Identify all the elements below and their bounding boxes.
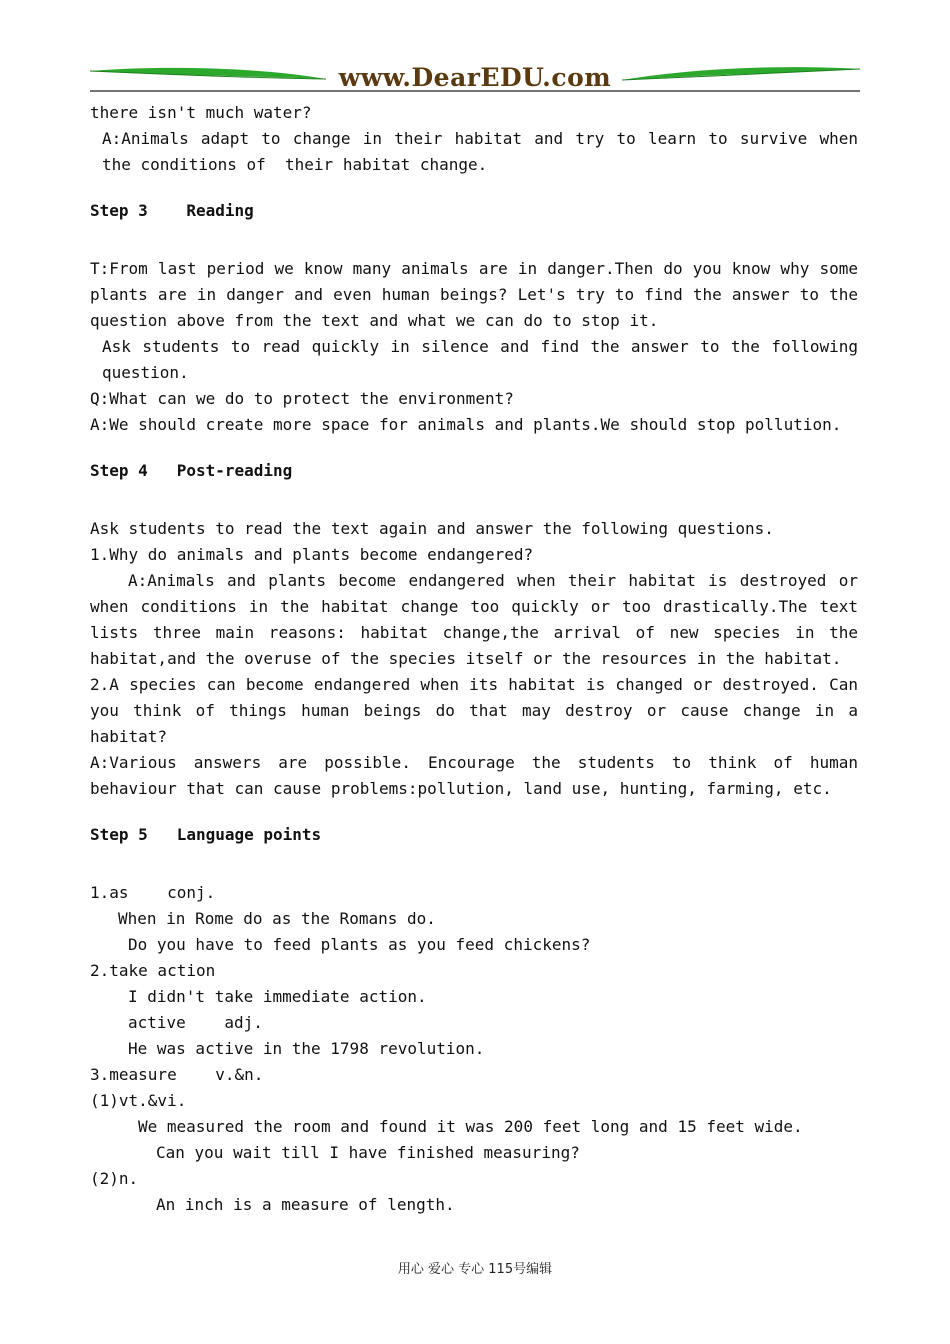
sub-point: (2)n. bbox=[90, 1169, 139, 1188]
step3-teacher-line: T:From last period we know many animals are in danger.Then do you know why some plants are in danger and even human beings? Let's try to find the answer to the question above from the text and what we can do to stop it. bbox=[90, 259, 868, 330]
example-sentence: An inch is a measure of length. bbox=[156, 1195, 455, 1214]
example-sentence: Can you wait till I have finished measuring? bbox=[156, 1143, 580, 1162]
step4-answer-2: A:Various answers are possible. Encourage the students to think of human behaviour that can cause problems:pollution, land use, hunting, farming, etc. bbox=[90, 753, 868, 798]
step3-heading: Step 3 Reading bbox=[90, 201, 254, 220]
step3-question: Q:What can we do to protect the environment? bbox=[90, 389, 514, 408]
page-footer: 用心 爱心 专心 115号编辑 bbox=[397, 1262, 553, 1277]
intro-line: there isn't much water? bbox=[90, 103, 312, 122]
step4-heading: Step 4 Post-reading bbox=[90, 461, 293, 480]
step4-question-1: 1.Why do animals and plants become endangered? bbox=[90, 545, 534, 564]
step5-heading: Step 5 Language points bbox=[90, 825, 322, 844]
lang-point-3: 3.measure v.&n. bbox=[90, 1065, 264, 1084]
intro-answer: A:Animals adapt to change in their habitat and try to learn to survive when the conditions of their habitat change. bbox=[102, 129, 868, 174]
step4-instruction: Ask students to read the text again and answer the following questions. bbox=[90, 519, 774, 538]
site-header bbox=[90, 62, 860, 94]
example-sentence: I didn't take immediate action. bbox=[128, 987, 427, 1006]
sub-point: (1)vt.&vi. bbox=[90, 1091, 187, 1110]
step4-question-2: 2.A species can become endangered when its habitat is changed or destroyed. Can you think of things human beings do that may destroy or cause change in a habitat? bbox=[90, 675, 868, 746]
site-logo: www.DearEDU.com bbox=[338, 63, 612, 92]
lang-point-1: 1.as conj. bbox=[90, 883, 216, 902]
step3-answer: A:We should create more space for animals and plants.We should stop pollution. bbox=[90, 415, 842, 434]
example-sentence: Do you have to feed plants as you feed chickens? bbox=[128, 935, 591, 954]
step3-instruction: Ask students to read quickly in silence and find the answer to the following question. bbox=[102, 337, 868, 382]
lang-point-2: 2.take action bbox=[90, 961, 216, 980]
word-entry: active adj. bbox=[128, 1013, 263, 1032]
example-sentence: He was active in the 1798 revolution. bbox=[128, 1039, 485, 1058]
step4-answer-1: A:Animals and plants become endangered when their habitat is destroyed or when conditions in the habitat change too quickly or too drastically.The text lists three main reasons: habitat change,the arrival of new species in the habitat,and the overuse of the species itself or the resources in the habitat. bbox=[90, 571, 868, 668]
example-sentence: We measured the room and found it was 200 feet long and 15 feet wide. bbox=[138, 1117, 803, 1136]
example-sentence: When in Rome do as the Romans do. bbox=[118, 909, 436, 928]
document-body bbox=[90, 100, 868, 1218]
